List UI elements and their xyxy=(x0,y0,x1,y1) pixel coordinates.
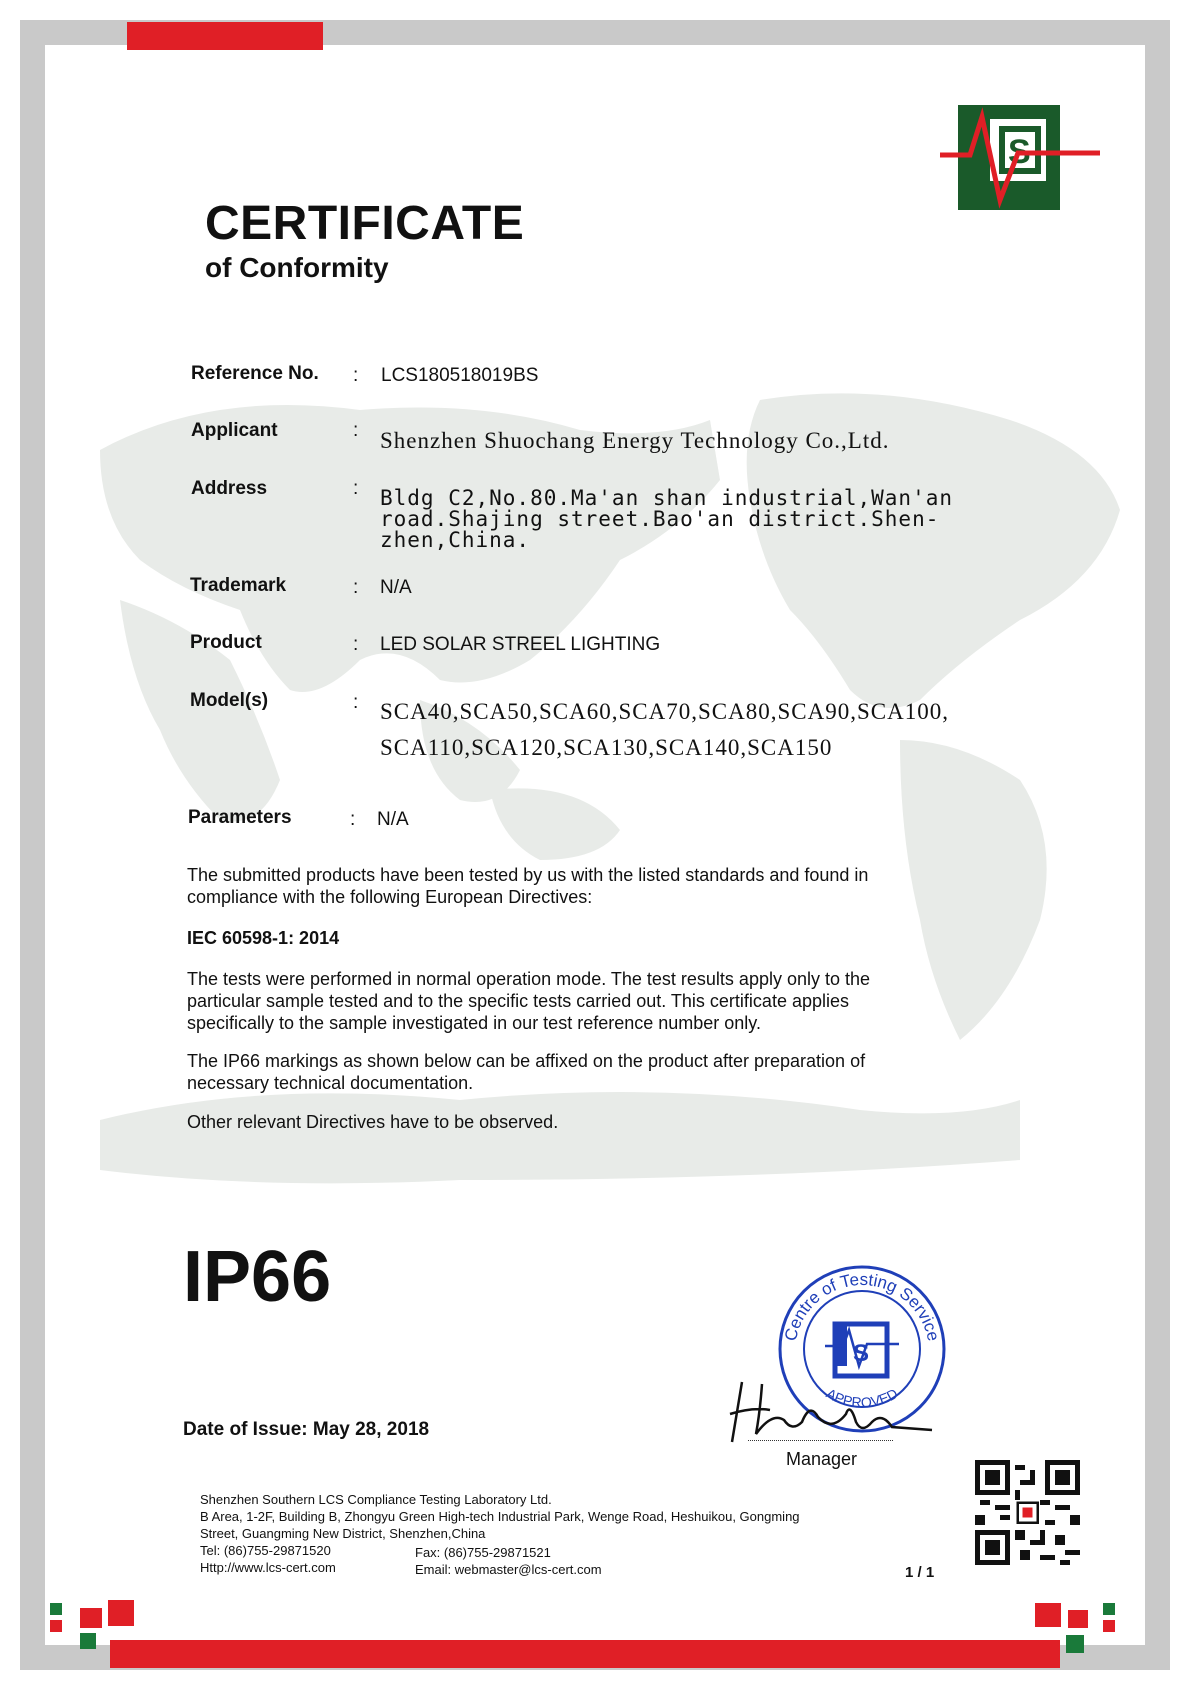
parameters-label: Parameters xyxy=(188,807,292,828)
certificate-subtitle: of Conformity xyxy=(205,252,389,283)
issue-label: Date of Issue: xyxy=(183,1419,308,1440)
models-label: Model(s) xyxy=(190,690,269,711)
signatory-title: Manager xyxy=(786,1449,858,1469)
lcs-logo xyxy=(940,105,1100,230)
issue-date: May 28, 2018 xyxy=(312,1419,430,1440)
colon: : xyxy=(353,692,359,713)
stamp-status-text: APPROVED xyxy=(823,1385,901,1411)
corner-square xyxy=(1103,1603,1115,1615)
models-value xyxy=(380,694,949,766)
test-paragraph xyxy=(187,968,947,1034)
footer-address-line2: Street, Guangming New District, Shenzhen,China xyxy=(200,1526,486,1541)
page-number: 1 / 1 xyxy=(905,1564,935,1581)
models-line: SCA110,SCA120,SCA130,SCA140,SCA150 xyxy=(380,735,833,760)
colon: : xyxy=(353,420,359,441)
address-line: zhen,China. xyxy=(380,528,531,552)
qr-code xyxy=(975,1460,1080,1565)
corner-square xyxy=(80,1633,96,1649)
paragraph-line: The submitted products have been tested by us with the listed standards and found in xyxy=(187,865,869,885)
svg-text:S: S xyxy=(1008,133,1031,171)
svg-text:Centre of Testing Service xyxy=(781,1270,943,1343)
footer-email: Email: webmaster@lcs-cert.com xyxy=(415,1562,602,1577)
address-line: Bldg C2,No.80.Ma'an shan industrial,Wan'an xyxy=(380,486,954,510)
applicant-label: Applicant xyxy=(191,420,278,441)
paragraph-line: The IP66 markings as shown below can be affixed on the product after preparation of xyxy=(187,1051,866,1071)
marking-paragraph xyxy=(187,1050,947,1094)
top-red-bar xyxy=(127,22,323,50)
reference-value: LCS180518019BS xyxy=(381,365,539,386)
paragraph-line: compliance with the following European Directives: xyxy=(187,887,593,907)
colon: : xyxy=(353,478,359,499)
certificate-title: CERTIFICATE xyxy=(205,197,525,250)
applicant-value: Shenzhen Shuochang Energy Technology Co.,Ltd. xyxy=(380,428,890,453)
footer-address-line1: B Area, 1-2F, Building B, Zhongyu Green High-tech Industrial Park, Wenge Road, Heshuikou, Gongming xyxy=(200,1509,800,1524)
paragraph-line: The tests were performed in normal operation mode. The test results apply only to the xyxy=(187,969,871,989)
bottom-red-bar xyxy=(110,1640,1060,1668)
product-label: Product xyxy=(190,632,262,653)
corner-square xyxy=(1035,1603,1061,1627)
colon: : xyxy=(350,809,356,830)
models-line: SCA40,SCA50,SCA60,SCA70,SCA80,SCA90,SCA100, xyxy=(380,699,949,724)
colon: : xyxy=(353,634,359,655)
parameters-value: N/A xyxy=(377,809,409,830)
paragraph-line: specifically to the sample investigated in our test reference number only. xyxy=(187,1013,761,1033)
standard-reference: IEC 60598-1: 2014 xyxy=(187,928,340,948)
colon: : xyxy=(353,365,359,386)
corner-square xyxy=(1103,1620,1115,1632)
corner-square xyxy=(1068,1610,1088,1628)
footer-fax: Fax: (86)755-29871521 xyxy=(415,1545,551,1560)
colon: : xyxy=(353,577,359,598)
corner-square xyxy=(80,1608,102,1628)
signature-line xyxy=(748,1440,893,1441)
footer-tel: Tel: (86)755-29871520 xyxy=(200,1543,331,1558)
stamp-ring-text: Centre of Testing Service xyxy=(780,1269,944,1343)
corner-square xyxy=(108,1600,134,1626)
corner-square xyxy=(1066,1635,1084,1653)
ip-rating-mark: IP66 xyxy=(183,1237,332,1317)
directives-note: Other relevant Directives have to be observed. xyxy=(187,1112,559,1132)
trademark-label: Trademark xyxy=(190,575,287,596)
address-line: road.Shajing street.Bao'an district.Shen- xyxy=(380,507,940,531)
product-value: LED SOLAR STREEL LIGHTING xyxy=(380,634,661,655)
paragraph-line: particular sample tested and to the specific tests carried out. This certificate applies xyxy=(187,991,849,1011)
reference-label: Reference No. xyxy=(191,363,319,384)
corner-square xyxy=(50,1620,62,1632)
paragraph-line: necessary technical documentation. xyxy=(187,1073,474,1093)
svg-text:S: S xyxy=(853,1340,870,1367)
address-value xyxy=(380,488,953,551)
footer-company: Shenzhen Southern LCS Compliance Testing Laboratory Ltd. xyxy=(200,1492,552,1507)
footer-website: Http://www.lcs-cert.com xyxy=(200,1560,336,1575)
address-label: Address xyxy=(191,478,268,499)
directive-paragraph xyxy=(187,864,947,908)
trademark-value: N/A xyxy=(380,577,412,598)
corner-square xyxy=(50,1603,62,1615)
date-of-issue xyxy=(183,1419,429,1441)
